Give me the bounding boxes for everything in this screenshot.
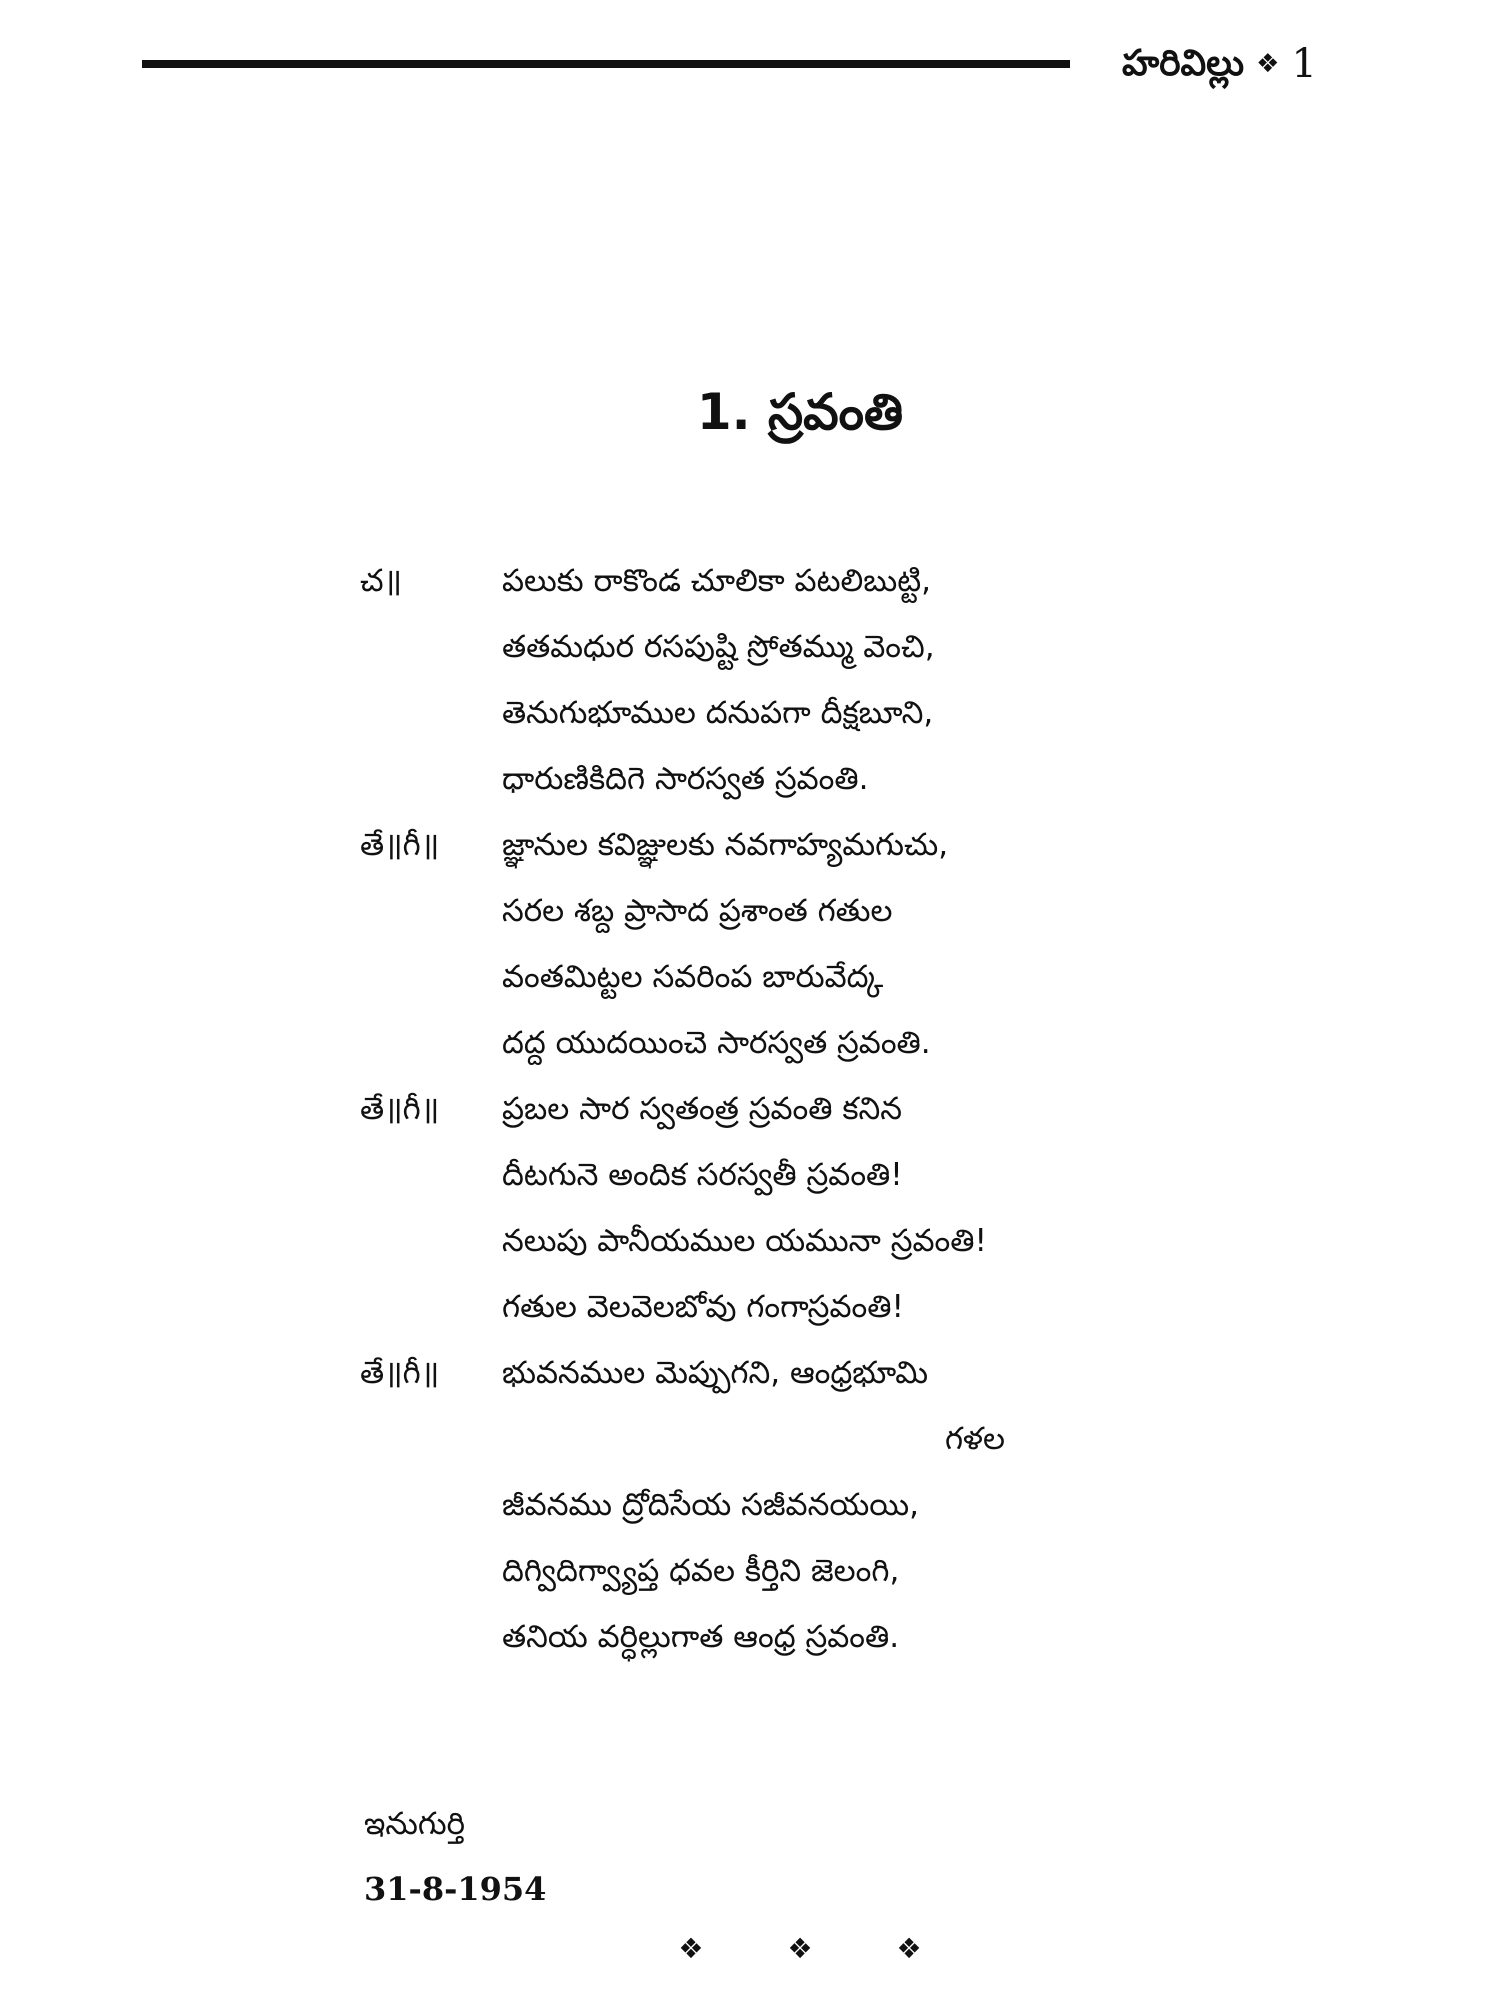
verse-line-continuation: గళల	[944, 1421, 1005, 1457]
stanza-4	[360, 1340, 1180, 1670]
verse-line: నలుపు పానీయముల యమునా స్రవంతి!	[502, 1223, 987, 1259]
stanza-lines	[502, 548, 1180, 812]
diamond-ornament-icon: ❖	[678, 1932, 704, 1965]
verse-line: పలుకు రాకొండ చూలికా పటలిబుట్టి,	[502, 563, 931, 599]
place-of-writing: ఇనుగుర్తి	[364, 1806, 466, 1842]
poem-title: 1. స్రవంతి	[696, 383, 904, 441]
verse-line: ప్రబల సార స్వతంత్ర స్రవంతి కనిన	[502, 1091, 903, 1127]
verse-line: వంతమిట్టల సవరింప బారువేద్క	[502, 959, 884, 995]
verse-line: జీవనము ద్రోదిసేయ సజీవనయయి,	[502, 1487, 919, 1523]
date-of-writing: 31-8-1954	[364, 1870, 547, 1908]
diamond-ornament-icon: ❖	[787, 1932, 813, 1965]
verse-line: తెనుగుభూముల దనుపగా దీక్షబూని,	[502, 695, 934, 731]
verse-line: దీటగునె అందిక సరస్వతీ స్రవంతి!	[502, 1157, 903, 1193]
stanza-lines	[502, 1076, 1180, 1340]
verse-line: గతుల వెలవెలబోవు గంగాస్రవంతి!	[502, 1289, 904, 1325]
closing-ornaments	[0, 1932, 1500, 1965]
meter-label: తే॥గీ॥	[360, 827, 440, 863]
stanza-lines	[502, 1340, 1180, 1670]
stanza-2	[360, 812, 1180, 1076]
meter-label: చ॥	[360, 563, 403, 599]
running-header	[1122, 36, 1317, 92]
page-number: 1	[1291, 41, 1317, 87]
stanza-3	[360, 1076, 1180, 1340]
diamond-ornament-icon: ❖	[896, 1932, 922, 1965]
stanza-1	[360, 548, 1180, 812]
meter-label: తే॥గీ॥	[360, 1355, 440, 1391]
verse-line: తనియ వర్ధిల్లుగాత ఆంధ్ర స్రవంతి.	[502, 1619, 900, 1655]
meter-label: తే॥గీ॥	[360, 1091, 440, 1127]
verse-line: సరల శబ్ద ప్రాసాద ప్రశాంత గతుల	[502, 893, 893, 929]
verse-line: దద్ద యుదయించె సారస్వత స్రవంతి.	[502, 1025, 931, 1061]
verse-line: జ్ఞానుల కవిజ్ఞులకు నవగాహ్యమగుచు,	[502, 827, 949, 863]
verse-line: భువనముల మెప్పుగని, ఆంధ్రభూమి	[502, 1355, 929, 1391]
stanza-lines	[502, 812, 1180, 1076]
header-rule	[142, 60, 1070, 68]
flower-ornament-icon: ❖	[1256, 49, 1280, 79]
verse-line: ధారుణికిదిగె సారస్వత స్రవంతి.	[502, 761, 869, 797]
verse-line: తతమధుర రసపుష్టి స్రోతమ్ము వెంచి,	[502, 629, 935, 665]
poem-body	[360, 548, 1180, 1670]
verse-line: దిగ్విదిగ్వ్యాప్త ధవల కీర్తిని జెలంగి,	[502, 1553, 900, 1589]
book-title: హరివిల్లు	[1122, 43, 1245, 84]
